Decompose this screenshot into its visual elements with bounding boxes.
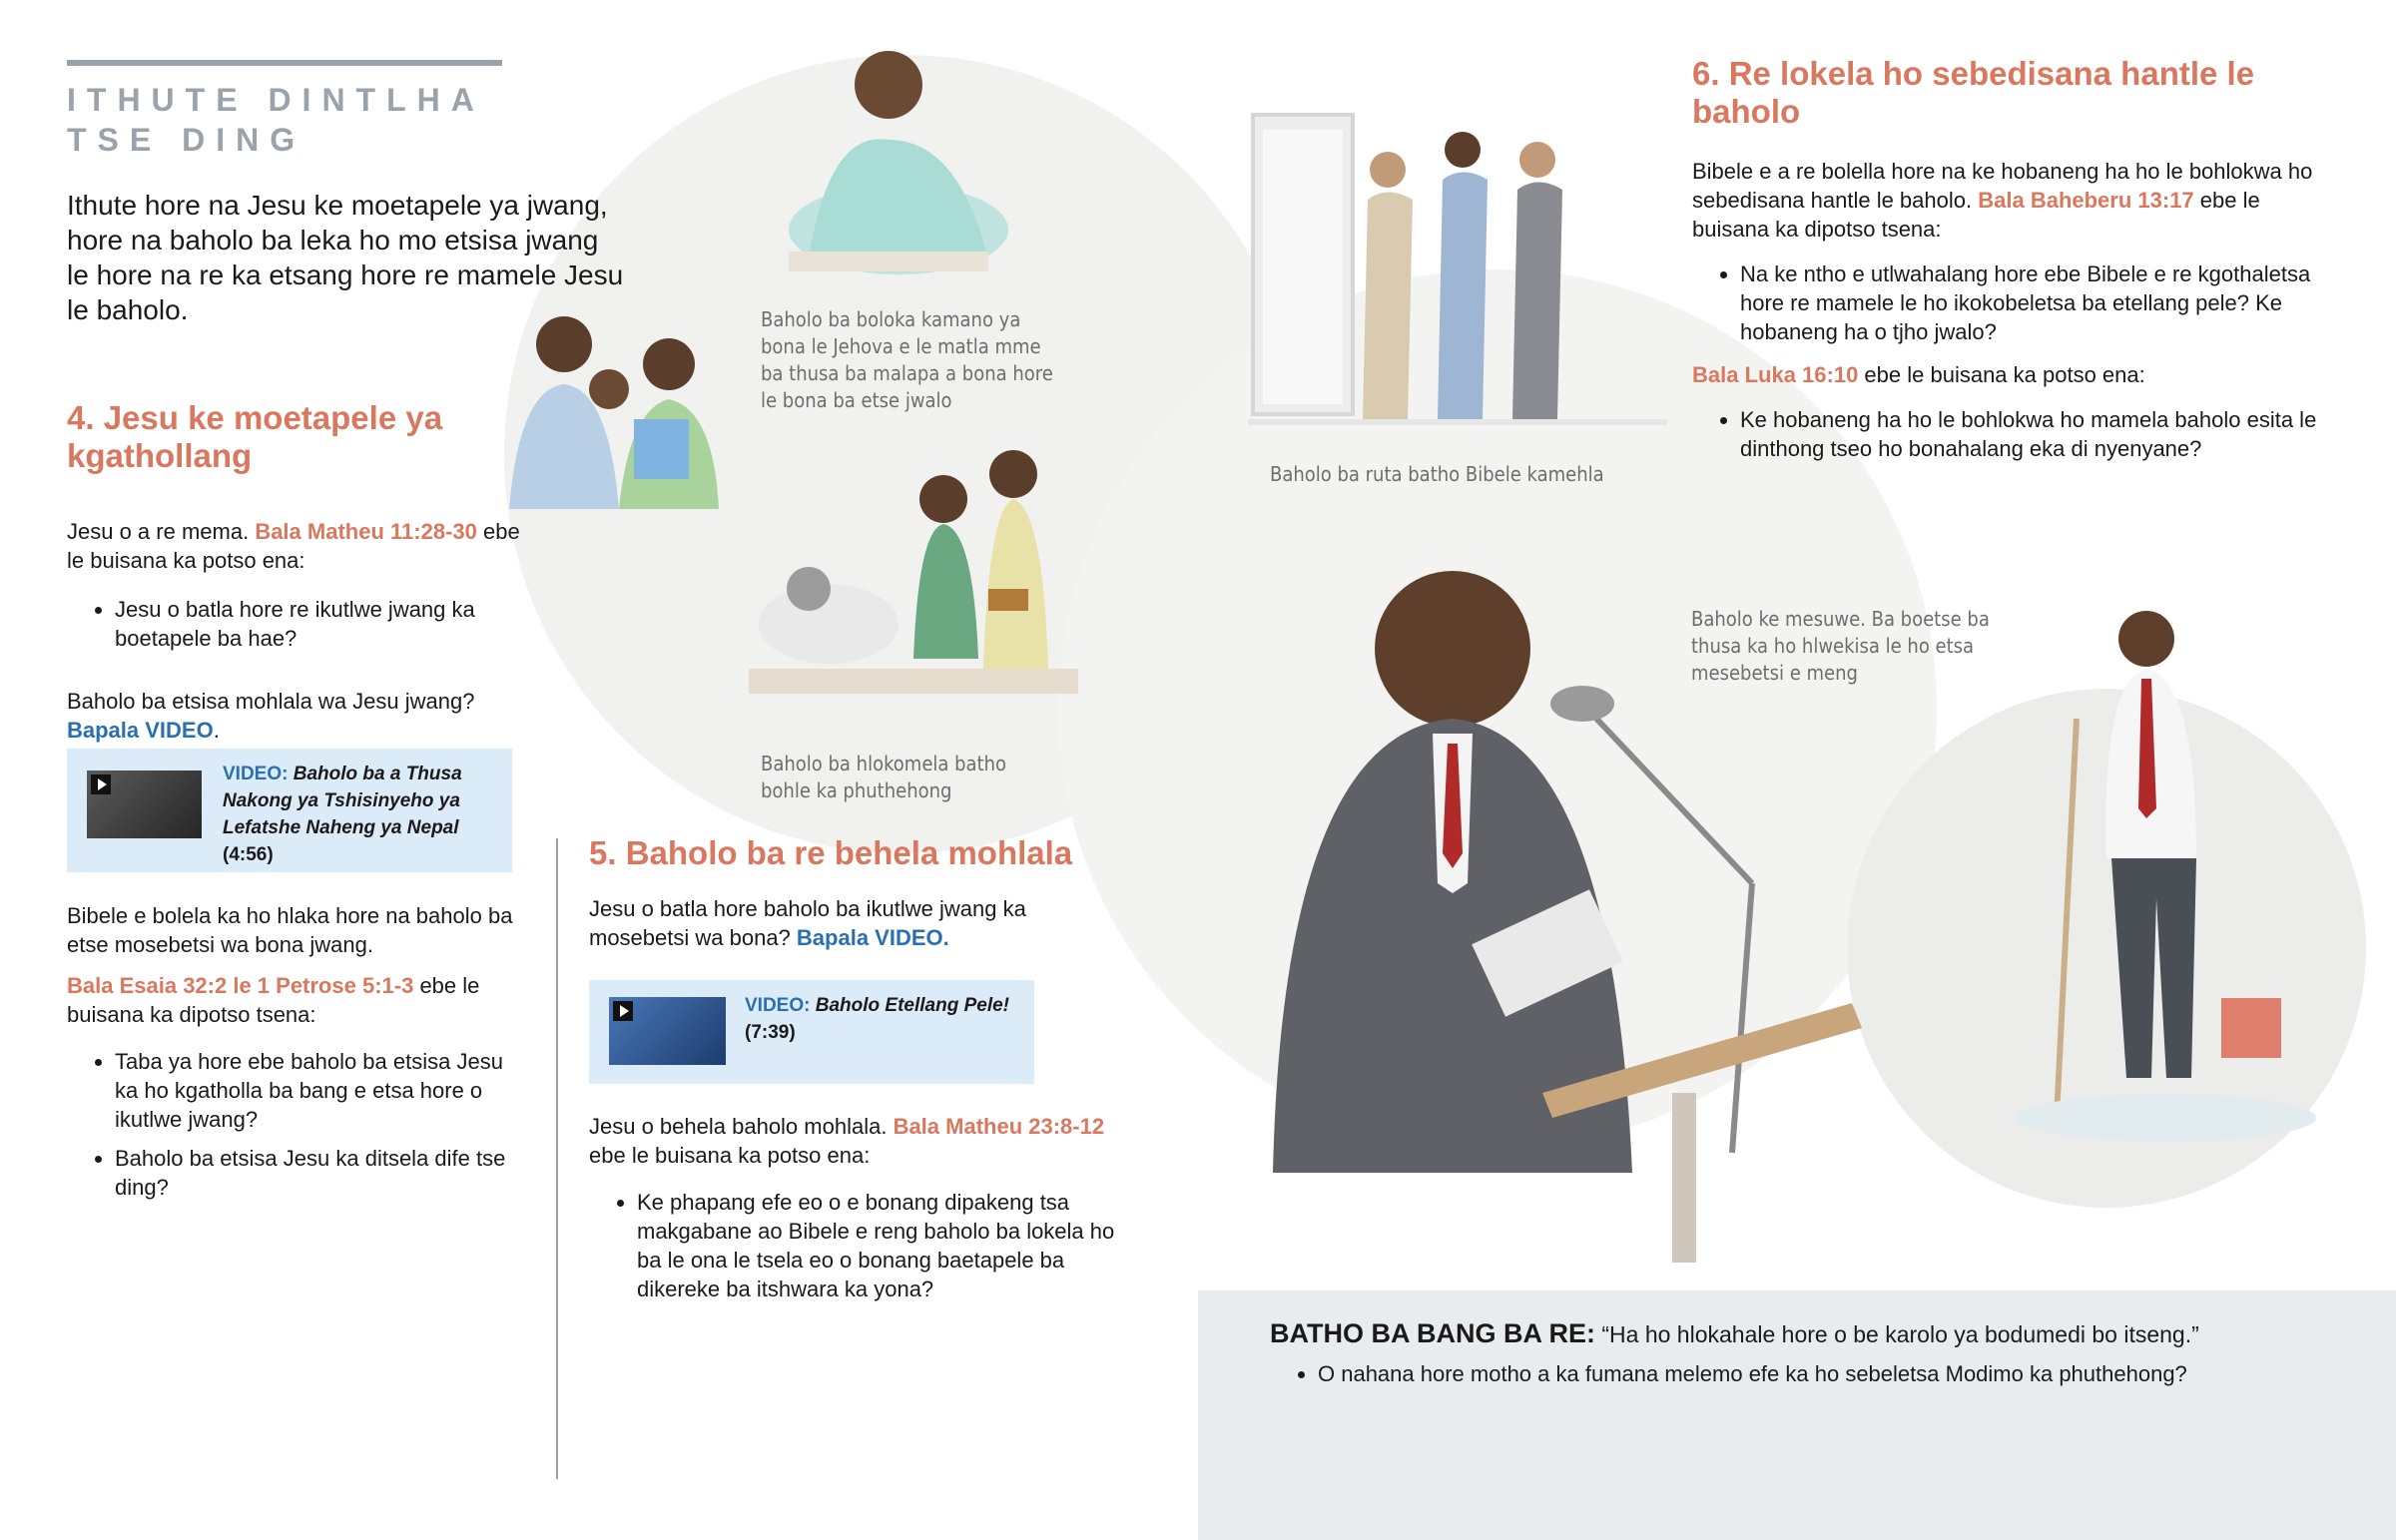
- section-4-p1: Jesu o a re mema. Bala Matheu 11:28-30 ebe le buisana ka potso ena:: [67, 519, 520, 573]
- section-6-title: 6. Re lokela ho sebedisana hantle le baholo: [1692, 55, 2255, 130]
- footer-statement: [1270, 1319, 2368, 1349]
- footer-bullets: [1270, 1359, 2368, 1388]
- caption-hospital: Baholo ba hlokomela batho bohle ka phuthehong: [761, 752, 1007, 802]
- footer-lead: BATHO BA BANG BA RE:: [1270, 1318, 1595, 1348]
- caption-teacher: Baholo ke mesuwe. Ba boetse ba thusa ka ho hlwekisa le ho etsa mesebetsi e meng: [1691, 607, 1990, 685]
- video-label: VIDEO:: [745, 995, 811, 1016]
- video-title[interactable]: Baholo Etellang Pele!: [815, 995, 1009, 1016]
- section-5-p1: Jesu o batla hore baholo ba ikutlwe jwang ka mosebetsi wa bona? Bapala VIDEO.: [589, 896, 1026, 950]
- list-item: • Taba ya hore ebe baholo ba etsisa Jesu ka ho kgatholla ba bang e etsa hore o ikutlwe jwang?: [115, 1047, 526, 1134]
- scripture-ref-luka[interactable]: Bala Luka 16:10: [1692, 362, 1859, 387]
- section-4-p2: Baholo ba etsisa mohlala wa Jesu jwang? Bapala VIDEO.: [67, 689, 475, 743]
- caption-preaching: Baholo ba ruta batho Bibele kamehla: [1270, 462, 1604, 486]
- play-icon: [91, 774, 111, 794]
- section-6-bullets2: [1692, 405, 2341, 463]
- page-heading-line2: TSE DING: [67, 122, 306, 158]
- play-video-link[interactable]: Bapala VIDEO: [67, 718, 214, 743]
- section-5: [589, 834, 1128, 952]
- section-6: [1692, 55, 2341, 473]
- video-label: VIDEO:: [223, 764, 289, 784]
- section-6-bullets1: [1692, 259, 2341, 346]
- illustration-preaching-door: [1248, 110, 1667, 439]
- section-4-bullets2: [67, 1047, 526, 1202]
- section-5-p2: Jesu o behela baholo mohlala. Bala Matheu 23:8-12 ebe le buisana ka potso ena:: [589, 1114, 1105, 1168]
- section-4: [67, 399, 521, 745]
- section-4-p4: Bala Esaia 32:2 le 1 Petrose 5:1-3 ebe le buisana ka dipotso tsena:: [67, 973, 480, 1027]
- scripture-ref-baheberu[interactable]: Bala Baheberu 13:17: [1978, 188, 2194, 213]
- video-text: [223, 761, 492, 868]
- page-heading: [67, 80, 526, 160]
- section-4-p3: Bibele e bolela ka ho hlaka hore na baholo ba etse mosebetsi wa bona jwang.: [67, 903, 513, 957]
- list-item: • Baholo ba etsisa Jesu ka ditsela dife tse ding?: [115, 1144, 526, 1202]
- section-5-continued: [589, 1112, 1128, 1313]
- play-icon: [613, 1001, 633, 1021]
- footer-quote: “Ha ho hlokahale hore o be karolo ya bodumedi bo itseng.”: [1594, 1321, 2199, 1347]
- section-4-bullets1: [67, 595, 521, 653]
- page-heading-line1: ITHUTE DINTLHA: [67, 82, 485, 118]
- column-divider: [556, 838, 558, 1479]
- illustration-man-reading-bible: [769, 30, 1028, 289]
- list-item: • Jesu o batla hore re ikutlwe jwang ka boetapele ba hae?: [115, 595, 521, 653]
- section-6-p2: Bala Luka 16:10 ebe le buisana ka potso ena:: [1692, 362, 2145, 387]
- list-item: • Ke phapang efe eo o e bonang dipakeng tsa makgabane ao Bibele e reng baholo ba lokela ho ba le ona le tsela eo o bonang baetapele ba dikereke ba itshwara ka yona?: [637, 1188, 1128, 1303]
- scripture-ref-matheu-11[interactable]: Bala Matheu 11:28-30: [255, 519, 477, 544]
- header-rule: [67, 60, 502, 66]
- section-4-continued: [67, 901, 526, 1212]
- section-4-title: 4. Jesu ke moetapele ya kgathollang: [67, 399, 443, 474]
- video-duration: (7:39): [745, 1022, 796, 1043]
- video-title[interactable]: Baholo ba a Thusa Nakong ya Tshisinyeho ya Lefatshe Naheng ya Nepal: [223, 764, 462, 838]
- play-video-link[interactable]: Bapala VIDEO.: [796, 925, 949, 950]
- video-card-baholo[interactable]: [589, 980, 1034, 1084]
- video-text: [745, 992, 1014, 1046]
- video-thumbnail[interactable]: [609, 997, 726, 1065]
- video-thumbnail[interactable]: [87, 770, 202, 838]
- section-6-p1: Bibele e a re bolella hore na ke hobaneng ha ho le bohlokwa ho sebedisana hantle le baholo. Bala Baheberu 13:17 ebe le buisana ka dipotso tsena:: [1692, 159, 2313, 242]
- intro-text: Ithute hore na Jesu ke moetapele ya jwang, hore na baholo ba leka ho mo etsisa jwang le hore na re ka etsang hore re mamele Jesu le baholo.: [67, 190, 624, 325]
- illustration-hospital-visit: [739, 439, 1098, 739]
- footer-content: [1270, 1319, 2368, 1398]
- scripture-ref-matheu-23[interactable]: Bala Matheu 23:8-12: [893, 1114, 1105, 1139]
- illustration-family: [469, 299, 769, 519]
- illustration-man-mopping: [2017, 599, 2316, 1158]
- list-item: • Ke hobaneng ha ho le bohlokwa ho mamela baholo esita le dinthong tseo ho bonahalang eka di nyenyane?: [1740, 405, 2341, 463]
- caption-family: Baholo ba boloka kamano ya bona le Jehova e le matla mme ba thusa ba malapa a bona hore le bona ba etse jwalo: [761, 307, 1053, 412]
- video-duration: (4:56): [223, 844, 274, 865]
- section-5-bullets: [589, 1188, 1128, 1303]
- section-5-title: 5. Baholo ba re behela mohlala: [589, 834, 1073, 871]
- scripture-ref-esaia[interactable]: Bala Esaia 32:2 le 1 Petrose 5:1-3: [67, 973, 414, 998]
- list-item: • Na ke ntho e utlwahalang hore ebe Bibele e re kgothaletsa hore re mamele le ho ikokobeletsa ba etellang pele? Ke hobaneng ha o tjho jwalo?: [1740, 259, 2341, 346]
- list-item: • O nahana hore motho a ka fumana melemo efe ka ho sebeletsa Modimo ka phuthehong?: [1318, 1359, 2368, 1388]
- video-card-nepal[interactable]: [67, 749, 512, 872]
